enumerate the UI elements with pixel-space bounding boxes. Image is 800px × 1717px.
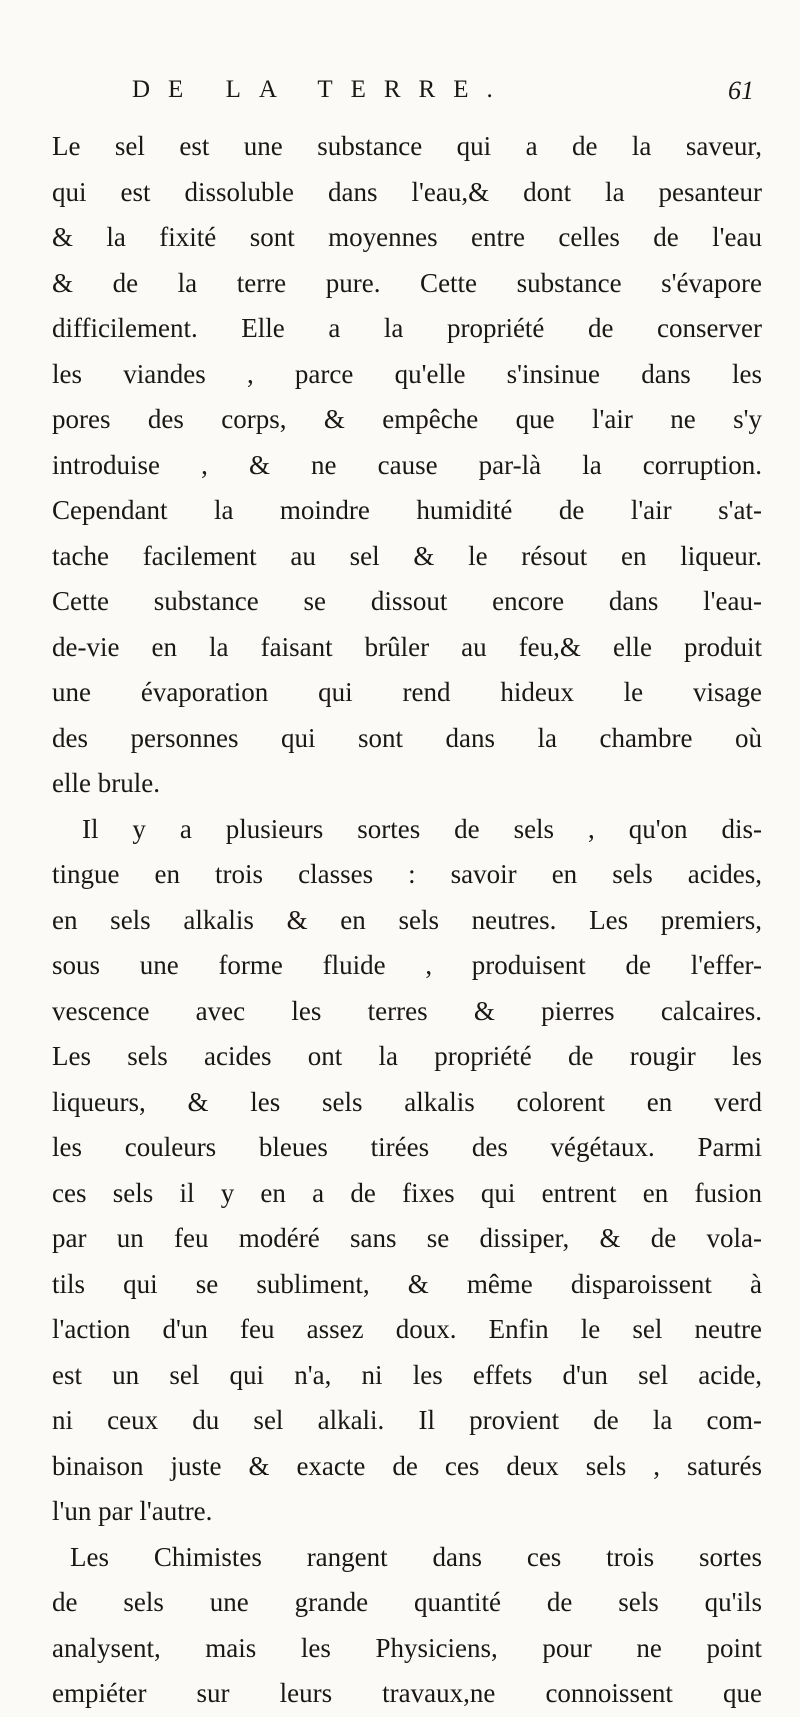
text-line: tingue en trois classes : savoir en sels acides, [52, 859, 762, 889]
text-line: Les sels acides ont la propriété de rougir les [52, 1041, 762, 1071]
text-line: Les Chimistes rangent dans ces trois sortes [70, 1541, 762, 1572]
body-text [52, 124, 762, 1717]
text-line: de-vie en la faisant brûler au feu,& elle produit [52, 631, 762, 662]
text-line: Cependant la moindre humidité de l'air s'at- [52, 495, 762, 525]
text-line: Cette substance se dissout encore dans l'eau- [52, 586, 762, 616]
text-line: empiéter sur leurs travaux,ne connoissent que [52, 1678, 762, 1708]
text-line: de sels une grande quantité de sels qu'ils [52, 1587, 762, 1617]
text-line: les viandes , parce qu'elle s'insinue dans les [52, 358, 762, 389]
text-line: l'action d'un feu assez doux. Enfin le sel neutre [52, 1314, 762, 1344]
text-line: en sels alkalis & en sels neutres. Les premiers, [52, 904, 762, 935]
text-line: sous une forme fluide , produisent de l'effer- [52, 950, 762, 980]
text-line: pores des corps, & empêche que l'air ne s'y [52, 404, 762, 434]
text-line: liqueurs, & les sels alkalis colorent en verd [52, 1086, 762, 1117]
text-line: l'un par l'autre. [52, 1496, 213, 1526]
text-line: elle brule. [52, 768, 160, 798]
text-line: tils qui se subliment, & même disparoissent à [52, 1268, 762, 1299]
text-line: & de la terre pure. Cette substance s'évapore [52, 267, 762, 298]
text-line: introduise , & ne cause par-là la corruption. [52, 449, 762, 480]
text-line: une évaporation qui rend hideux le visage [52, 677, 762, 707]
text-line: analysent, mais les Physiciens, pour ne point [52, 1632, 762, 1663]
text-line: est un sel qui n'a, ni les effets d'un sel acide, [52, 1359, 762, 1390]
text-line: difficilement. Elle a la propriété de conserver [52, 313, 762, 343]
page-number: 61 [728, 76, 754, 105]
text-line: tache facilement au sel & le résout en liqueur. [52, 540, 762, 571]
text-line: ni ceux du sel alkali. Il provient de la com- [52, 1405, 762, 1435]
text-line: ces sels il y en a de fixes qui entrent en fusion [52, 1177, 762, 1208]
running-title: DE LA TERRE. [132, 76, 511, 103]
running-head [52, 62, 762, 110]
text-line: binaison juste & exacte de ces deux sels , saturés [52, 1450, 762, 1481]
text-line: & la fixité sont moyennes entre celles de l'eau [52, 222, 762, 252]
text-line: qui est dissoluble dans l'eau,& dont la pesanteur [52, 176, 762, 207]
text-line: Il y a plusieurs sortes de sels , qu'on dis- [82, 813, 762, 844]
text-line: des personnes qui sont dans la chambre où [52, 722, 762, 753]
text-line: par un feu modéré sans se dissiper, & de vola- [52, 1223, 762, 1253]
text-line: vescence avec les terres & pierres calcaires. [52, 995, 762, 1026]
text-line: les couleurs bleues tirées des végétaux. Parmi [52, 1132, 762, 1162]
text-line: Le sel est une substance qui a de la saveur, [52, 131, 762, 161]
